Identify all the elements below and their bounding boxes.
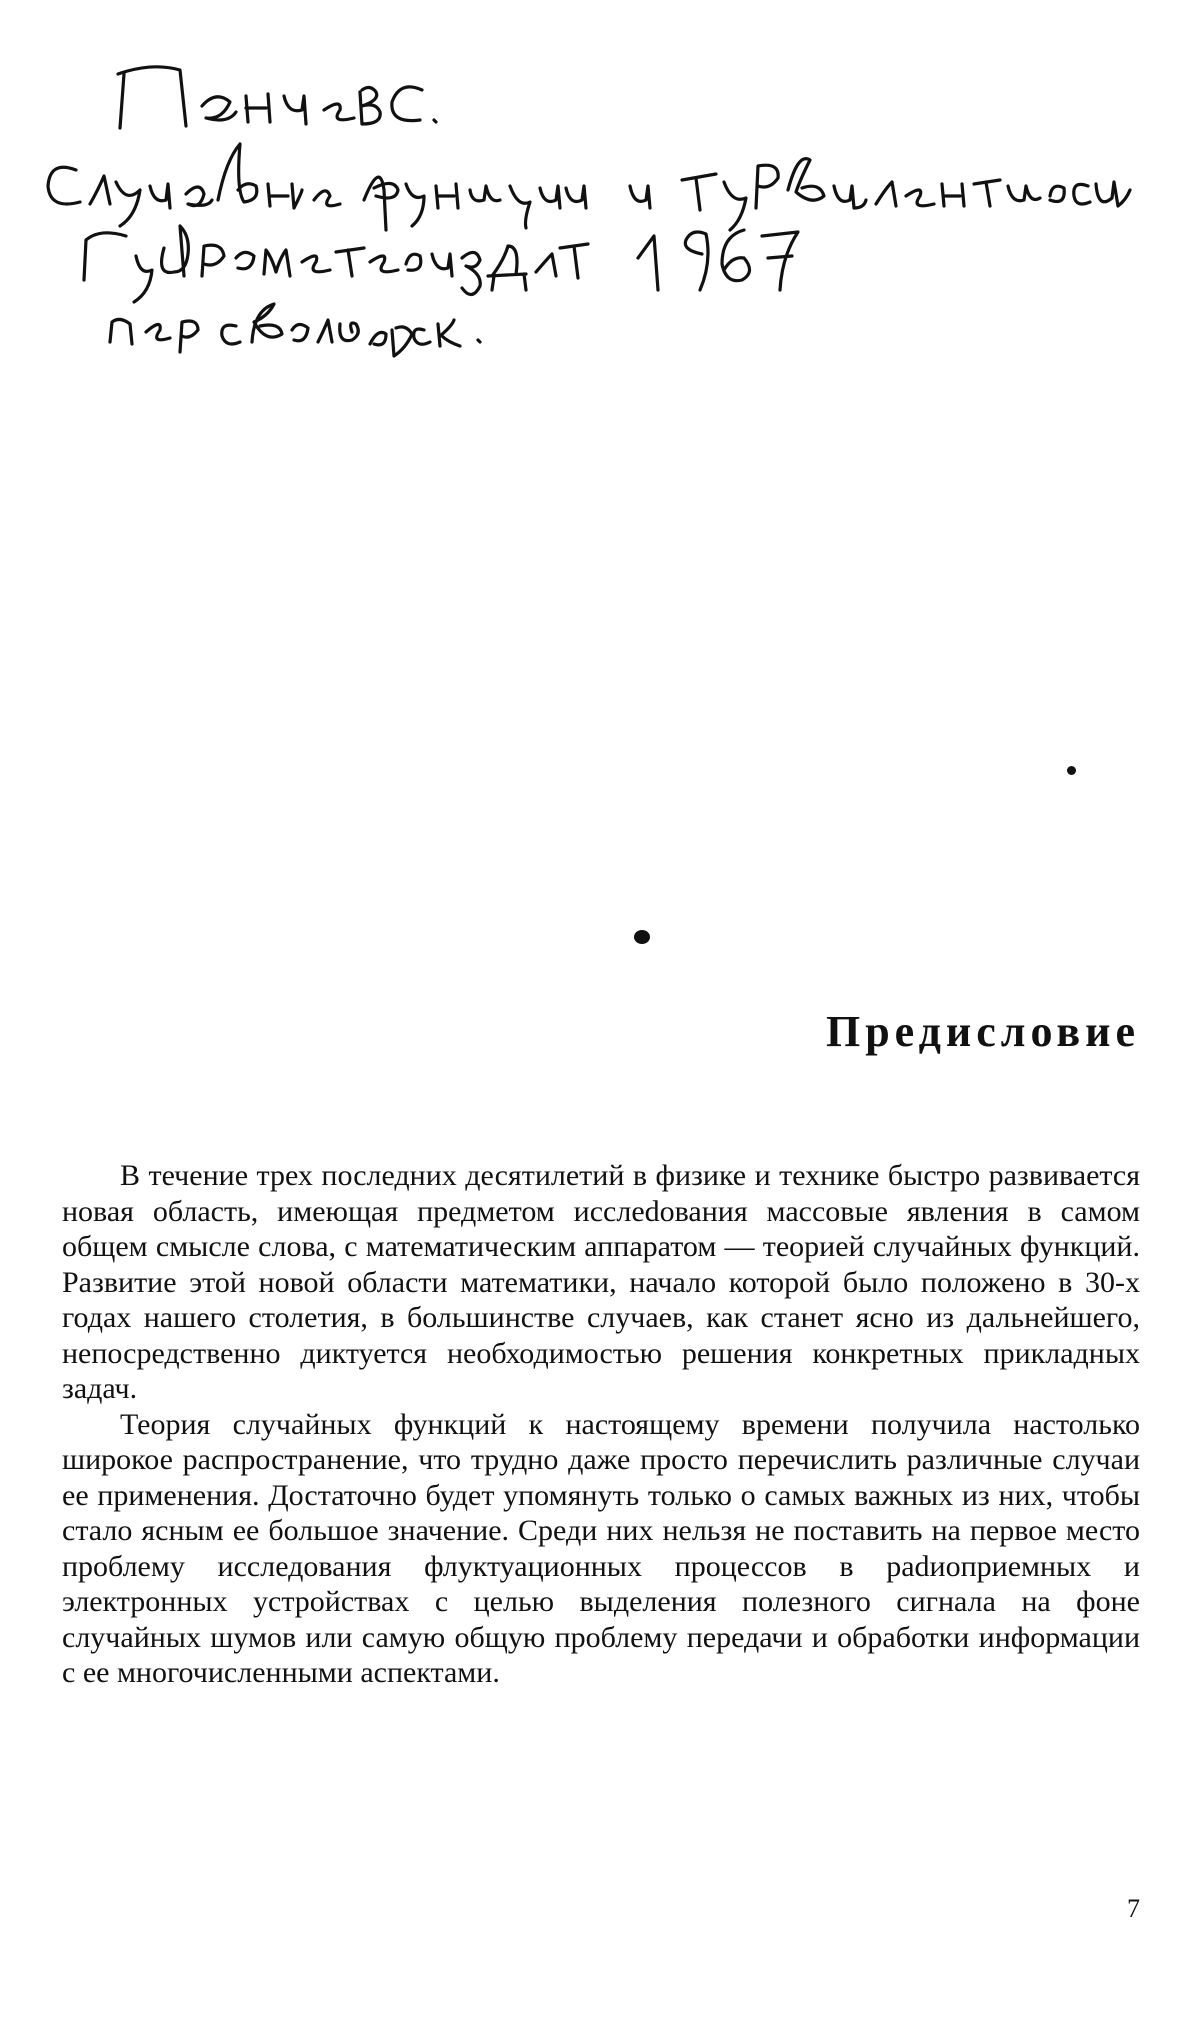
paragraph-1: В течение трех последних десятилетий в физике и технике быстро развивается новая область, имеющая предметом исслеdования массовые явления в самом общем смысле слова, с математическим аппаратом — теорией случайных функций. Развитие этой новой области математики, начало которой было положено в 30-х годах нашего столетия, в большинстве случаев, как станет ясно из дальнейшего, непосредственно диктуется необходимостью решения конкретных прикладных задач. [62, 1159, 1140, 1405]
ink-blot [634, 930, 650, 944]
handwritten-note [40, 40, 1140, 360]
page-number: 7 [1127, 1894, 1140, 1923]
ink-speck [1067, 766, 1076, 775]
paragraph-2: Теория случайных функций к настоящему времени получила настолько широкое распространение, что трудно даже просто перечислить различные случаи ее применения. Достаточно будет упомянуть только о самых важных из них, чтобы стало ясным ее большое значение. Среди них нельзя не поставить на первое место проблему исследования флуктуационных процессов в раdиоприемных и электронных устройствах с целью выделения полезного сигнала на фоне случайных шумов или самую общую проблему передачи и обработки информации с ее многочисленными аспектами. [62, 1407, 1140, 1689]
handwriting-strokes [40, 40, 1140, 360]
page-title: Предисловие [825, 1007, 1140, 1056]
body-text [62, 1158, 1140, 1691]
